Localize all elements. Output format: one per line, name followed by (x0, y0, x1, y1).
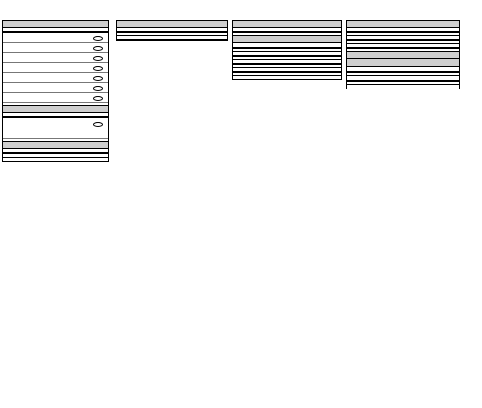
ballot-column-2 (116, 20, 228, 41)
section-header-congressional (3, 141, 108, 149)
race-title-representative (3, 157, 108, 162)
section-header-state-board (117, 20, 227, 28)
section-header-nonpartisan (347, 51, 459, 59)
candidate-row[interactable] (3, 83, 108, 93)
candidate-row[interactable] (3, 63, 108, 73)
race-options-president (3, 118, 108, 139)
vote-oval[interactable] (93, 86, 103, 91)
candidate-row[interactable] (3, 33, 108, 43)
section-header-partisan (3, 20, 108, 28)
vote-oval[interactable] (93, 122, 103, 127)
vote-instruction (3, 153, 108, 154)
ballot-column-3 (232, 20, 342, 80)
candidate-row[interactable] (3, 73, 108, 83)
section-header-judicial (347, 59, 459, 67)
vote-oval[interactable] (93, 56, 103, 61)
section-header-state-board (233, 20, 341, 28)
candidate-row[interactable] (3, 53, 108, 63)
vote-oval[interactable] (93, 76, 103, 81)
race-options-straight-party (3, 33, 108, 103)
ballot-column-4 (346, 20, 460, 89)
vote-oval[interactable] (93, 36, 103, 41)
vote-instruction (117, 40, 227, 41)
vote-instruction (347, 48, 459, 49)
section-header-presidential (3, 105, 108, 113)
race-term-appeals-non-incumbent (347, 87, 459, 89)
candidate-row[interactable] (3, 93, 108, 103)
section-header-county (233, 35, 341, 43)
vote-instruction (233, 32, 341, 33)
race-title-register-of-deeds (233, 76, 341, 80)
candidate-row[interactable] (3, 43, 108, 53)
ballot-column-1 (2, 20, 109, 162)
vote-oval[interactable] (93, 66, 103, 71)
candidate-row[interactable] (3, 118, 108, 139)
side-caption (462, 0, 482, 408)
section-header-township (347, 20, 459, 28)
vote-oval[interactable] (93, 96, 103, 101)
vote-oval[interactable] (93, 46, 103, 51)
